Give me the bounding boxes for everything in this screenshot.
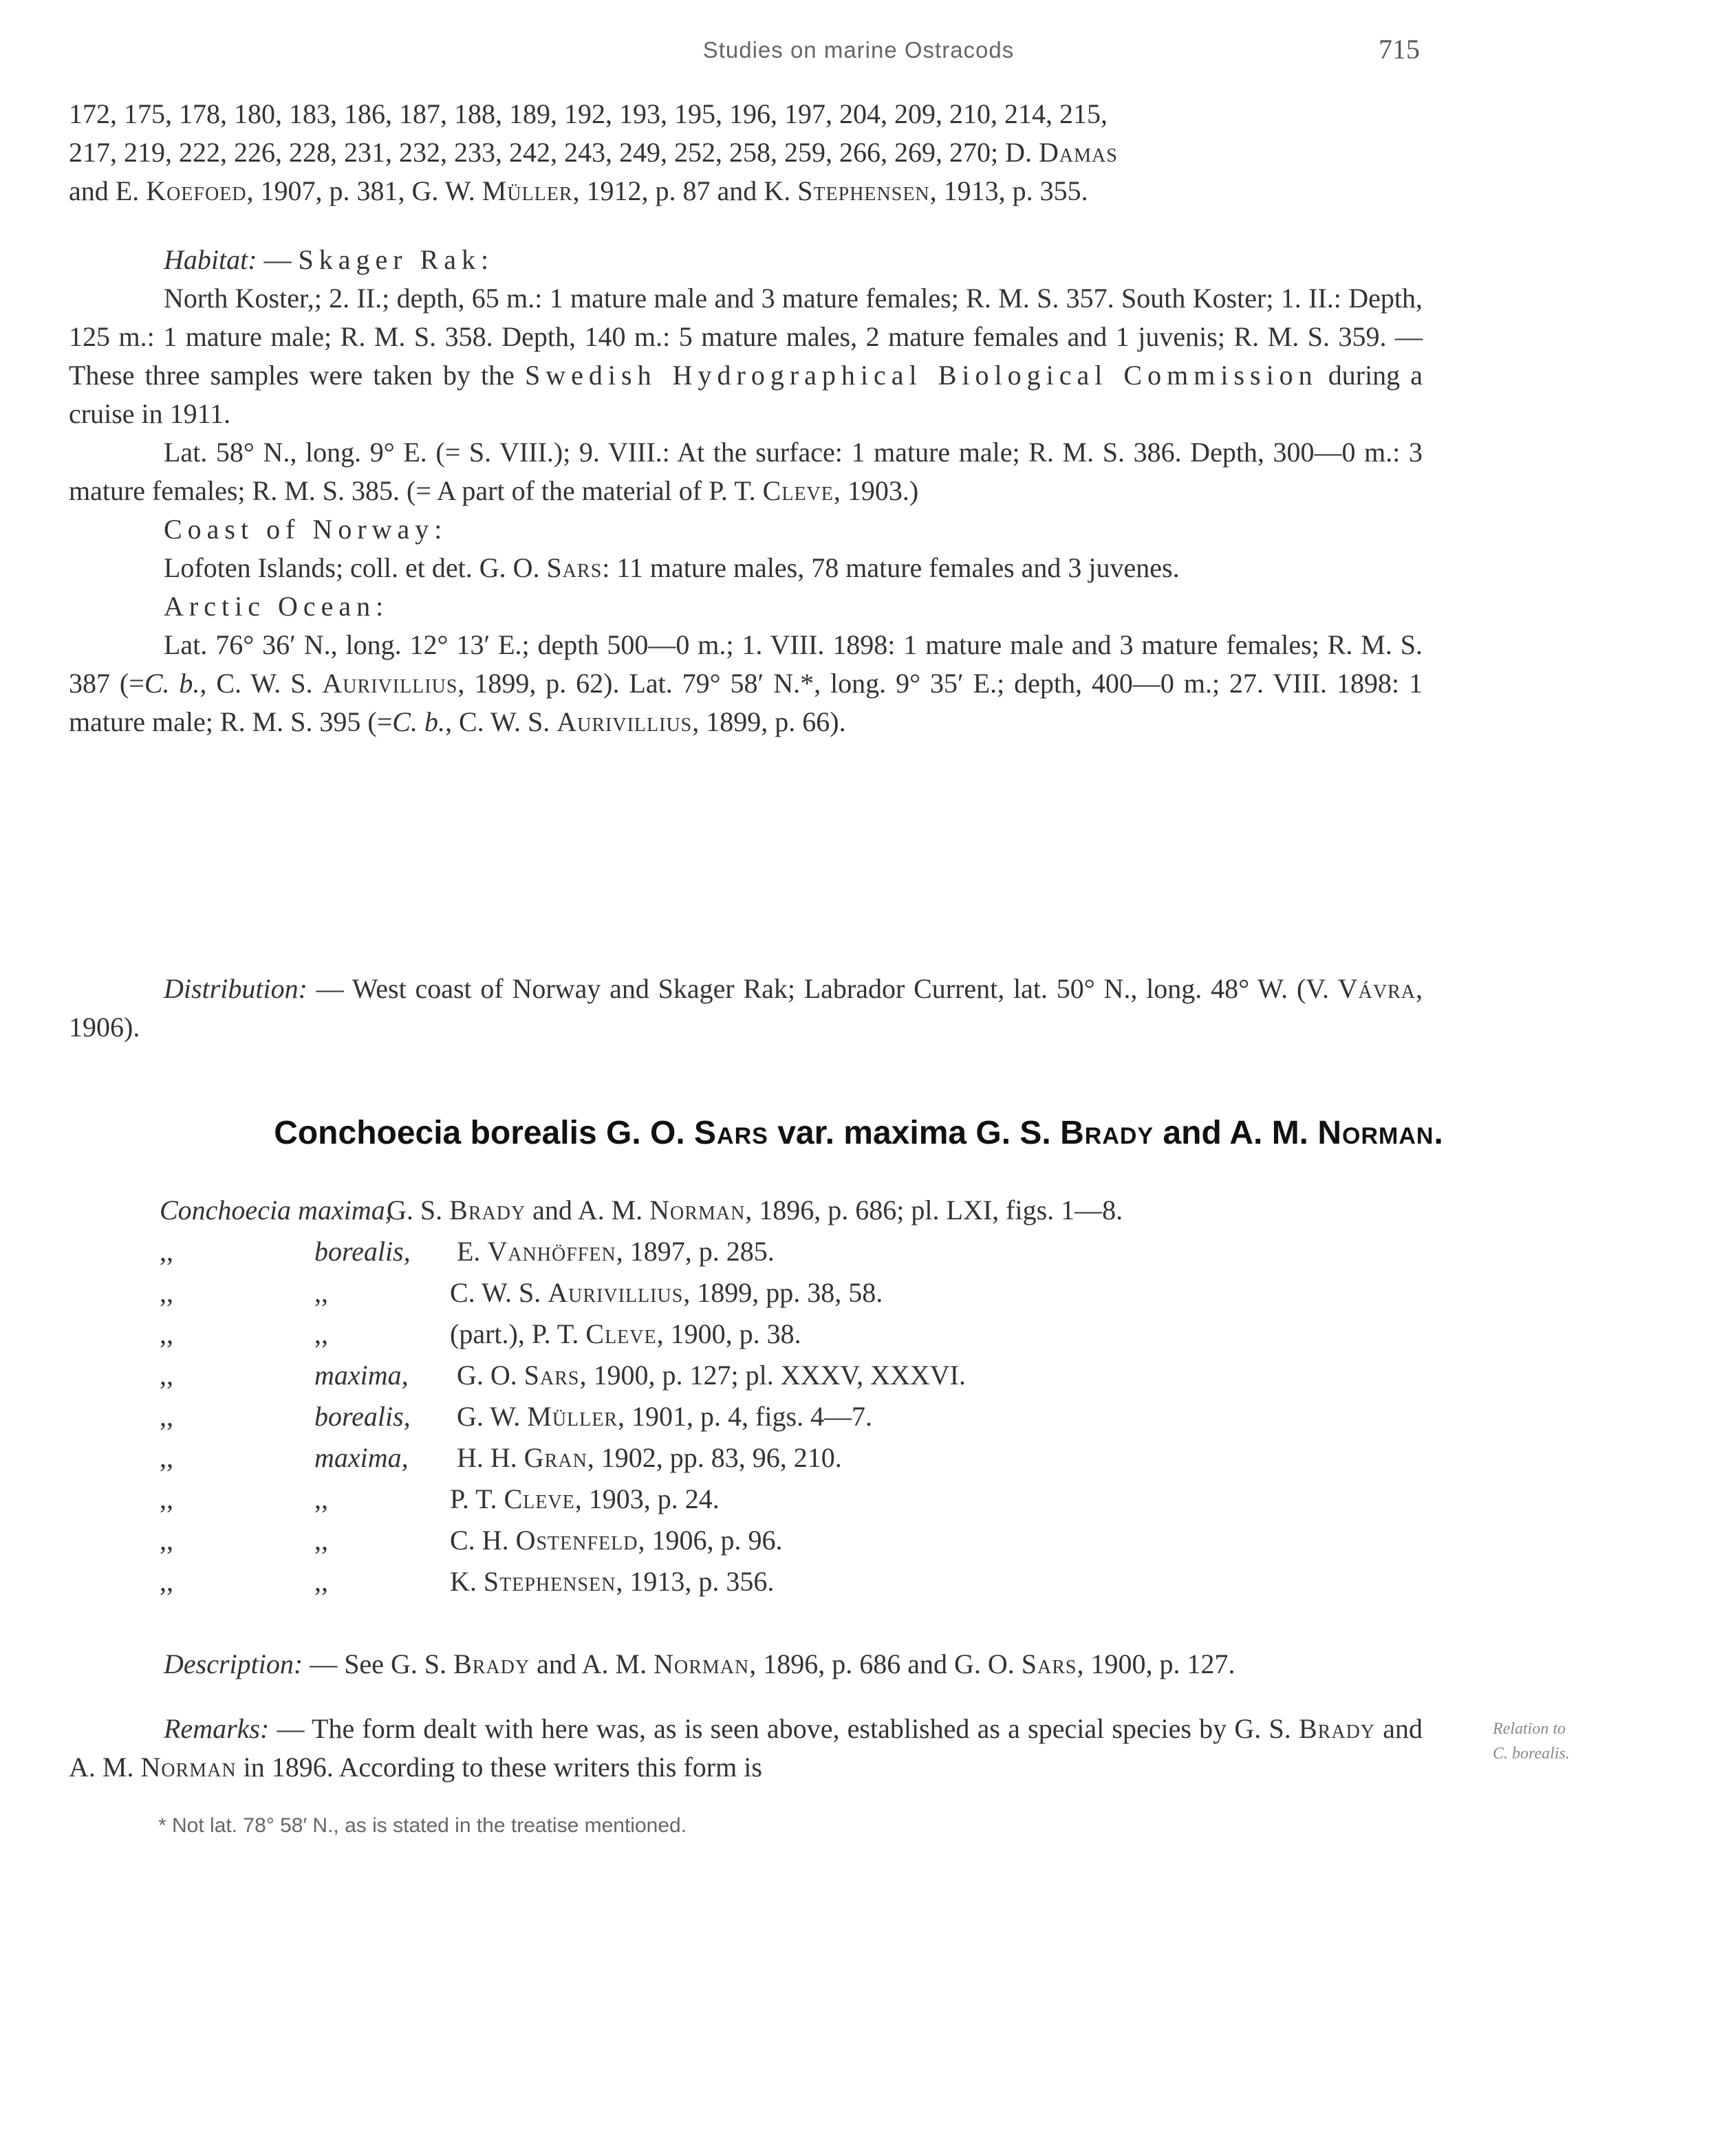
habitat-section bbox=[69, 241, 1423, 741]
remarks-section bbox=[69, 1710, 1423, 1787]
habitat-paragraph: Lat. 76° 36′ N., long. 12° 13′ E.; depth 500—0 m.; 1. VIII. 1898: 1 mature male and 3 mature females; R. M. S. 387 (=C. b., C. W. S. Aurivillius, 1899, p. 62). Lat. 79° 58′ N.*, long. 9° 35′ E.; depth, 400—0 m.; 27. VIII. 1898: 1 mature male; R. M. S. 395 (=C. b., C. W. S. Aurivillius, 1899, p. 66). bbox=[69, 629, 1423, 737]
description-section bbox=[69, 1645, 1423, 1684]
habitat-heading: Habitat: — Skager Rak: bbox=[164, 244, 495, 275]
citation-continuation bbox=[69, 95, 1423, 210]
running-title: Studies on marine Ostracods bbox=[702, 37, 1015, 63]
description-paragraph: Description: — See G. S. Brady and A. M. Norman, 1896, p. 686 and G. O. Sars, 1900, p. 127. bbox=[164, 1648, 1235, 1679]
margin-note-line: C. borealis. bbox=[1493, 1745, 1570, 1763]
habitat-paragraph: North Koster,; 2. II.; depth, 65 m.: 1 mature male and 3 mature females; R. M. S. 357. South Koster; 1. II.: Depth, 125 m.: 1 mature male; R. M. S. 358. Depth, 140 m.: 5 mature males, 2 mature females and 1 juvenis; R. M. S. 359. — These three samples were taken by the Swedish Hydrographical Biological Commission during a cruise in 1911. bbox=[69, 283, 1423, 429]
text-line: and E. Koefoed, 1907, p. 381, G. W. Müller, 1912, p. 87 and K. Stephensen, 1913, p. 355. bbox=[69, 175, 1088, 206]
region-label: Coast of Norway: bbox=[164, 514, 448, 545]
habitat-paragraph: Lofoten Islands; coll. et det. G. O. Sars: 11 mature males, 78 mature females and 3 juvenes. bbox=[164, 552, 1180, 583]
document-page: Studies on marine Ostracods 715 172, 175, 178, 180, 183, 186, 187, 188, 189, 192, 193, 195, 196, 197, 204, 209, 210, 214, 215, 217, 219, 222, 226, 228, 231, 232, 233, 242, 243, 249, 252, 258, 259, 266, 269, 270; D. Damas and E. Koefoed, 1907, p. 381, G. W. Müller, 1912, p. 87 and K. Stephensen, 1913, p. 355. Habitat: — Skager Rak: North Koster,; 2. II.; depth, 65 m.: 1 mature male and 3 mature females; R. M. S. 357. South Koster; 1. II.: Depth, 125 m.: 1 mature male; R. M. S. 358. Depth, 140 m.: 5 mature males, 2 mature females and 1 juvenis; R. M. S. 359. — These three samples were taken by the Swedish Hydrographical Biological Commission during a cruise in 1911. Lat. 58° N., long. 9° E. (= S. VIII.); 9. VIII.: At the surface: 1 mature male; R. M. S. 386. Depth, 300—0 m.: 3 mature females; R. M. S. 385. (= A part of the material of P. T. Cleve, 1903.) Coast of Norway: Lofoten Islands; coll. et det. G. O. Sars: 11 mature males, 78 mature females and 3 juvenes. Arctic Ocean: Lat. 76° 36′ N., long. 12° 13′ E.; depth 500—0 m.; 1. VIII. 1898: 1 mature male and 3 mature females; R. M. S. 387 (=C. b., C. W. S. Aurivillius, 1899, p. 62). Lat. 79° 58′ N.*, long. 9° 35′ E.; depth, 400—0 m.; 27. VIII. 1898: 1 mature male; R. M. S. 395 (=C. b., C. W. S. Aurivillius, 1899, p. 66). Distribution: — West coast of Norway and Skager Rak; Labrador Current, lat. 50° N., long. 48° W. (V. Vávra, 1906). Conchoecia borealis G. O. Sars var. maxima G. S. Brady and A. M. Norman. Conchoecia maxima, G. S. Brady and A. M. Norman, 1896, p. 686; pl. LXI, figs. 1—8. ,, borealis, E. Vanhöffen, 1897, p. 285. ,, ,, C. W. S. Aurivillius, 1899, pp. 38, 58. ,, ,, (part.), P. T. Cleve, 1900, p. 38. ,, maxima, G. O. Sars, 1900, p. 127; pl. XXXV, XXXVI. ,, borealis, G. W. Müller, 1901, p. 4, figs. 4—7. ,, maxima, H. H. Gran, 1902, pp. 83, 96, 210. ,, ,, P. T. Cleve, 1903, p. 24. ,, ,, C. H. Ostenfeld, 1906, p. 96. ,, ,, K. Stephensen, 1913, p. 356. Description: — See G. S. Brady and A. M. Norman, 1896, p. 686 and G. O. Sars, 1900, p. 127. Remarks: — The form dealt with here was, as is seen above, established as a special species by G. S. Brady and A. M. Norman in 1896. According to these writers this form is Relation to C. borealis. * Not lat. 78° 58′ N., as is stated in the treatise mentioned. bbox=[0, 0, 1717, 2156]
distribution-paragraph: Distribution: — West coast of Norway and Skager Rak; Labrador Current, lat. 50° N., long. 48° W. (V. Vávra, 1906). bbox=[69, 973, 1423, 1043]
text-line: 172, 175, 178, 180, 183, 186, 187, 188, 189, 192, 193, 195, 196, 197, 204, 209, 210, 214, 215, bbox=[69, 98, 1108, 129]
text-line: 217, 219, 222, 226, 228, 231, 232, 233, 242, 243, 249, 252, 258, 259, 266, 269, 270; D. Damas bbox=[69, 137, 1118, 168]
page-number: 715 bbox=[1379, 34, 1420, 65]
margin-note bbox=[1493, 1717, 1630, 1766]
distribution-section bbox=[69, 970, 1423, 1047]
region-label: Arctic Ocean: bbox=[164, 591, 389, 622]
margin-note-line: Relation to bbox=[1493, 1720, 1566, 1738]
footnote: * Not lat. 78° 58′ N., as is stated in the treatise mentioned. bbox=[158, 1814, 687, 1837]
habitat-paragraph: Lat. 58° N., long. 9° E. (= S. VIII.); 9. VIII.: At the surface: 1 mature male; R. M. S. 386. Depth, 300—0 m.: 3 mature females; R. M. S. 385. (= A part of the material of P. T. Cleve, 1903.) bbox=[69, 437, 1423, 506]
species-heading: Conchoecia borealis G. O. Sars var. maxima G. S. Brady and A. M. Norman. bbox=[274, 1115, 1443, 1151]
remarks-paragraph: Remarks: — The form dealt with here was, as is seen above, established as a special species by G. S. Brady and A. M. Norman in 1896. According to these writers this form is bbox=[69, 1713, 1423, 1783]
